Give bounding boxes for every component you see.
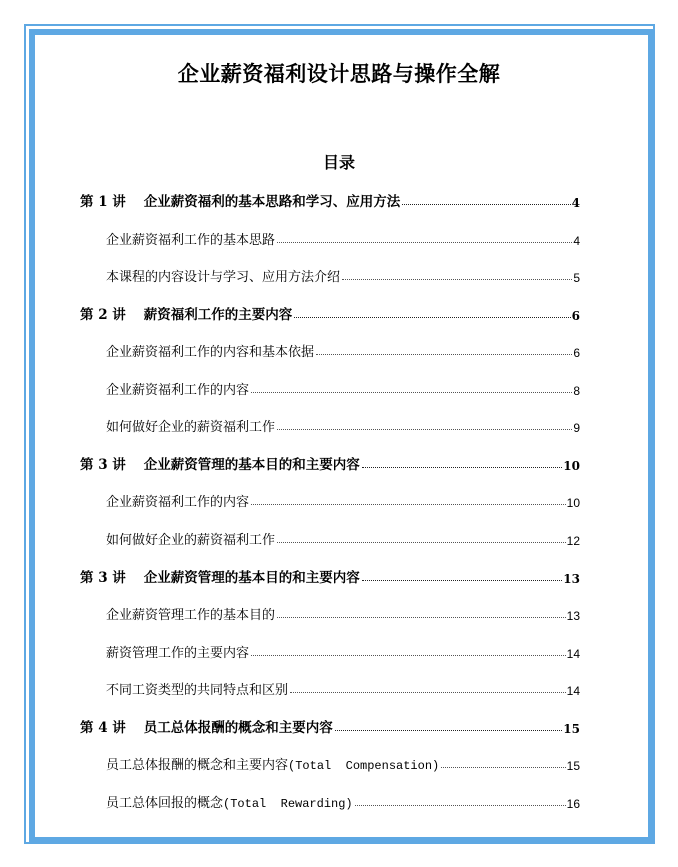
- page-number: 13: [566, 609, 580, 623]
- toc-heading: 目录: [322, 153, 355, 172]
- page-number: 15: [563, 722, 580, 736]
- dot-leader: [402, 203, 570, 205]
- page-number: 10: [563, 459, 580, 473]
- section-title: 企业薪资福利工作的内容: [106, 383, 250, 398]
- toc-chapter-4[interactable]: [80, 714, 580, 736]
- dot-leader: [277, 241, 572, 243]
- toc-section[interactable]: [106, 226, 580, 248]
- section-title: 企业薪资福利工作的内容和基本依据: [106, 345, 315, 360]
- chapter-title: 企业薪资管理的基本目的和主要内容: [143, 570, 360, 586]
- section-title-latin: (Total Compensation): [288, 759, 440, 773]
- toc-section[interactable]: [106, 263, 580, 285]
- toc-chapter-2[interactable]: [80, 301, 580, 323]
- page-number: 4: [571, 196, 580, 210]
- document-title: 企业薪资福利设计思路与操作全解: [177, 61, 501, 86]
- section-title: 员工总体报酬的概念和主要内容: [106, 758, 289, 773]
- toc-section[interactable]: [106, 751, 580, 773]
- dot-leader: [294, 316, 570, 318]
- section-title: 不同工资类型的共同特点和区别: [106, 683, 289, 698]
- page-number: 14: [566, 684, 580, 698]
- toc-section[interactable]: [106, 639, 580, 661]
- page-number: 16: [566, 797, 580, 811]
- toc-chapter-3[interactable]: [80, 451, 580, 473]
- page-number: 10: [566, 496, 580, 510]
- chapter-number: 第 1 讲: [80, 194, 126, 210]
- section-title: 企业薪资管理工作的基本目的: [106, 608, 276, 623]
- dot-leader: [362, 579, 563, 581]
- toc-section[interactable]: [106, 526, 580, 548]
- dot-leader: [342, 278, 572, 280]
- section-title: 如何做好企业的薪资福利工作: [106, 533, 276, 548]
- page-number: 15: [566, 759, 580, 773]
- toc-section[interactable]: [106, 676, 580, 698]
- page-number: 13: [563, 572, 580, 586]
- page-number: 12: [566, 534, 580, 548]
- dot-leader: [251, 391, 572, 393]
- toc-section[interactable]: [106, 488, 580, 510]
- chapter-number: 第 3 讲: [80, 457, 126, 473]
- dot-leader: [277, 541, 566, 543]
- dot-leader: [290, 691, 566, 693]
- page-number: 6: [573, 346, 580, 360]
- chapter-title: 薪资福利工作的主要内容: [143, 307, 293, 323]
- toc-section[interactable]: [106, 338, 580, 360]
- toc-chapter-3b[interactable]: [80, 564, 580, 586]
- dot-leader: [355, 804, 566, 806]
- page-number: 5: [573, 271, 580, 285]
- dot-leader: [251, 654, 566, 656]
- section-title: 本课程的内容设计与学习、应用方法介绍: [106, 270, 341, 285]
- section-title: 企业薪资福利工作的基本思路: [106, 233, 276, 248]
- page-number: 9: [573, 421, 580, 435]
- section-title: 员工总体回报的概念: [106, 796, 224, 811]
- chapter-title: 员工总体报酬的概念和主要内容: [143, 720, 333, 736]
- dot-leader: [335, 729, 563, 731]
- section-title: 企业薪资福利工作的内容: [106, 495, 250, 510]
- page-number: 4: [573, 234, 580, 248]
- section-title: 薪资管理工作的主要内容: [106, 646, 250, 661]
- dot-leader: [362, 466, 563, 468]
- page-number: 8: [573, 384, 580, 398]
- toc-section[interactable]: [106, 789, 580, 811]
- dot-leader: [316, 353, 572, 355]
- chapter-number: 第 3 讲: [80, 570, 126, 586]
- toc-section[interactable]: [106, 413, 580, 435]
- section-title: 如何做好企业的薪资福利工作: [106, 420, 276, 435]
- chapter-title: 企业薪资管理的基本目的和主要内容: [143, 457, 360, 473]
- chapter-number: 第 4 讲: [80, 720, 126, 736]
- dot-leader: [441, 766, 565, 768]
- toc-section[interactable]: [106, 376, 580, 398]
- dot-leader: [251, 503, 566, 505]
- page-number: 6: [571, 309, 580, 323]
- dot-leader: [277, 616, 566, 618]
- page-number: 14: [566, 647, 580, 661]
- chapter-number: 第 2 讲: [80, 307, 126, 323]
- chapter-title: 企业薪资福利的基本思路和学习、应用方法: [143, 194, 401, 210]
- dot-leader: [277, 428, 572, 430]
- section-title-latin: (Total Rewarding): [223, 797, 353, 811]
- toc-section[interactable]: [106, 601, 580, 623]
- toc-chapter-1[interactable]: [80, 188, 580, 210]
